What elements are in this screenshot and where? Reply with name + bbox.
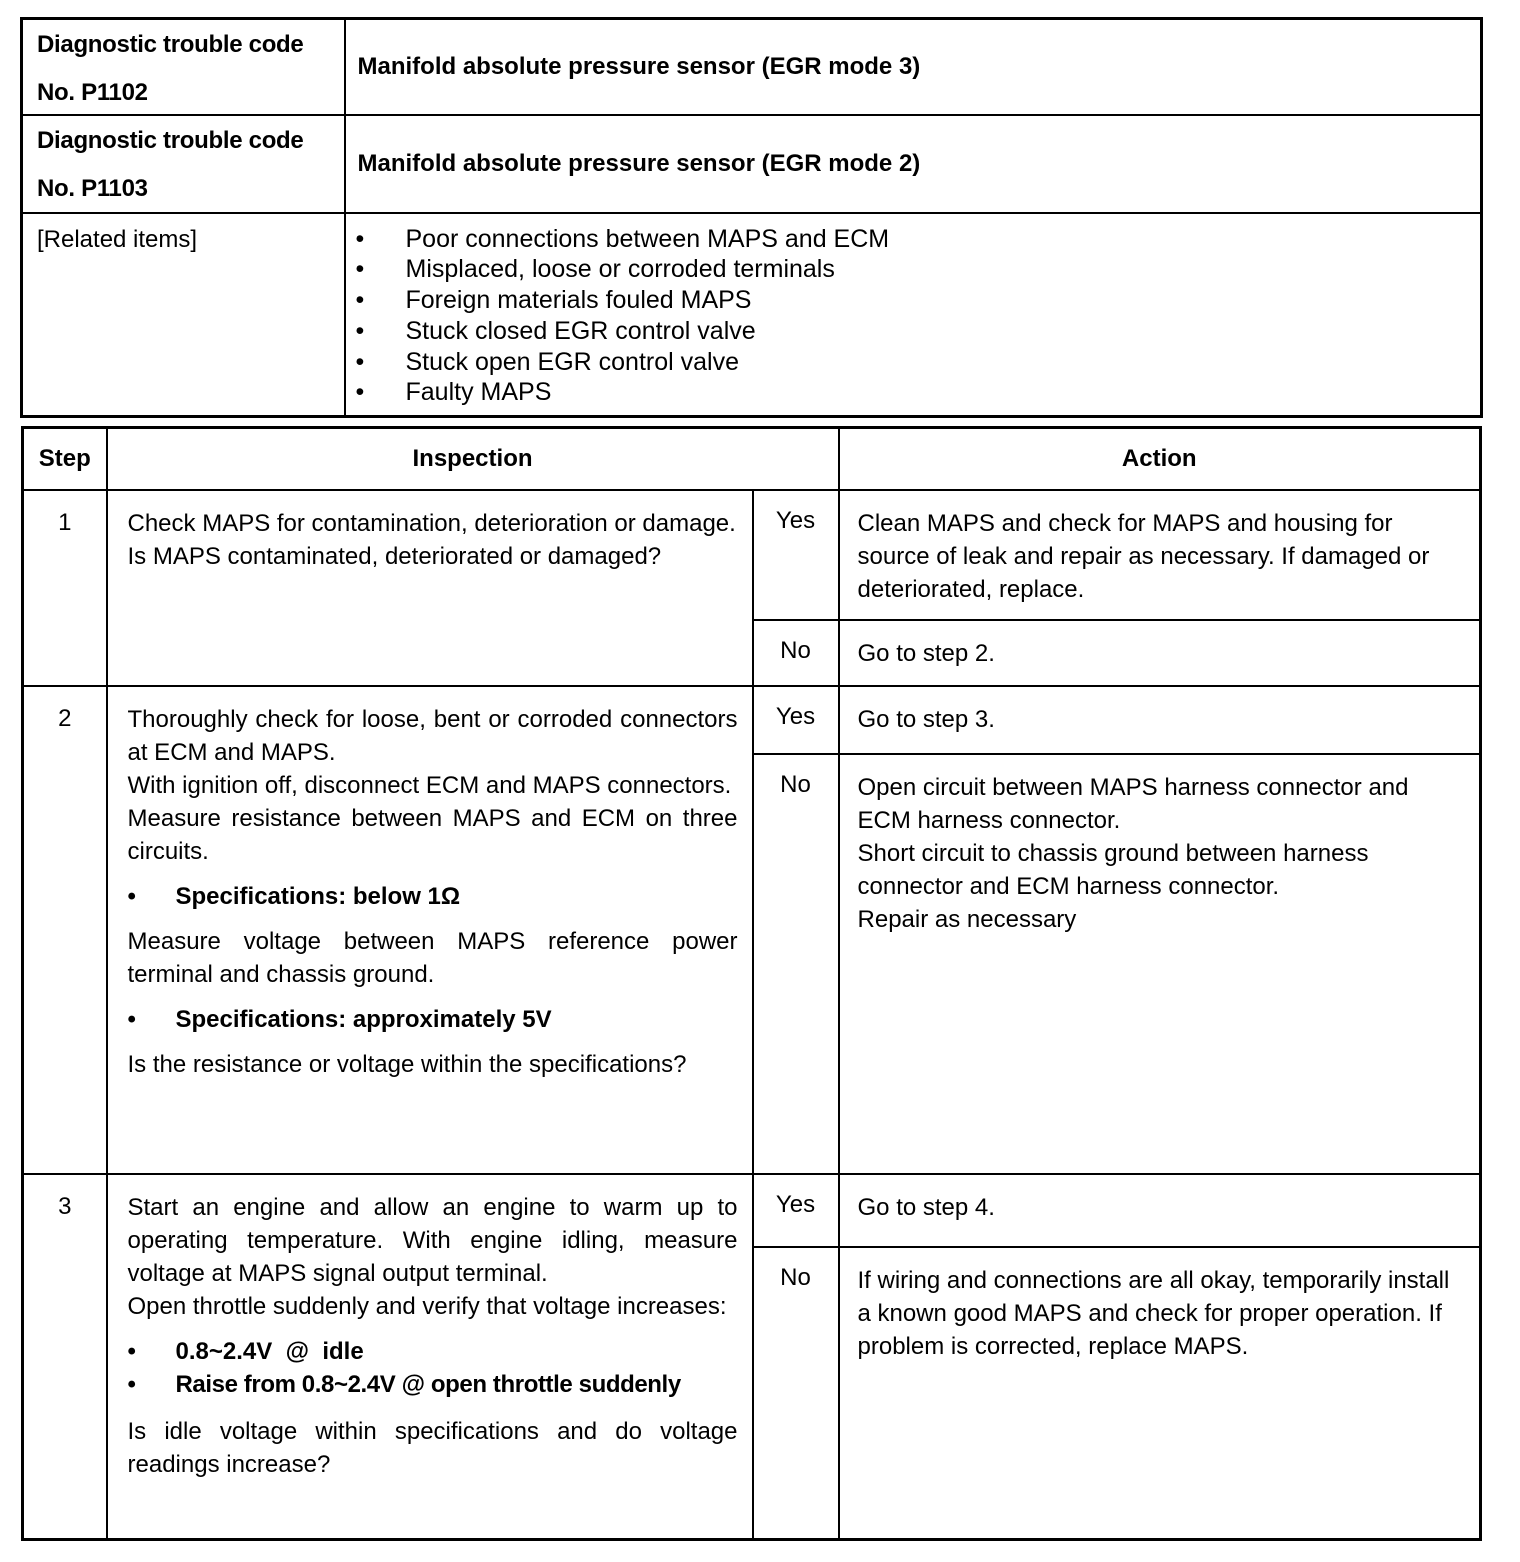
- bullet: •: [355, 316, 365, 345]
- list-item: • Stuck open EGR control valve: [355, 347, 739, 376]
- yes-label: Yes: [753, 490, 839, 620]
- inspection-text: Open throttle suddenly and verify that voltage increases:: [127, 1293, 727, 1320]
- inspection-text: Thoroughly check for loose, bent or corroded connectors at ECM and MAPS.: [127, 706, 738, 766]
- yes-action: Go to step 4.: [839, 1174, 1481, 1247]
- inspection-text: Measure voltage between MAPS reference power terminal and chassis ground.: [127, 928, 738, 988]
- specification-list: [128, 1335, 738, 1401]
- dtc-label: [22, 19, 345, 115]
- bullet: •: [355, 286, 365, 315]
- header-row: [23, 428, 1481, 491]
- dtc-code: No. P1102: [37, 79, 148, 106]
- yes-label: Yes: [753, 1174, 839, 1247]
- table-row: [23, 686, 1481, 754]
- list-item: • Poor connections between MAPS and ECM: [355, 224, 890, 253]
- dtc-description: Manifold absolute pressure sensor (EGR mode 2): [345, 115, 1482, 213]
- list-item: • Foreign materials fouled MAPS: [355, 286, 752, 315]
- dtc-row: [22, 115, 1482, 213]
- step-number: 1: [23, 490, 107, 686]
- related-items-label-cell: [22, 213, 345, 417]
- dtc-row: [22, 19, 1482, 115]
- yes-label: Yes: [753, 686, 839, 754]
- inspection-question: Is idle voltage within specifications and do voltage readings increase?: [127, 1418, 738, 1478]
- dtc-code: No. P1103: [37, 174, 148, 202]
- step-number: 3: [23, 1174, 107, 1539]
- step-number: 2: [23, 686, 107, 1174]
- related-items-cell: [345, 213, 1482, 417]
- specification: • 0.8~2.4V @ idle: [128, 1335, 738, 1368]
- yes-action: Go to step 3.: [839, 686, 1481, 754]
- no-label: No: [753, 620, 839, 686]
- specification: • Specifications: approximately 5V: [128, 1003, 738, 1036]
- inspection-text: Measure resistance between MAPS and ECM on three circuits.: [127, 805, 738, 865]
- inspection-question: Is MAPS contaminated, deteriorated or damaged?: [127, 543, 662, 570]
- no-label: No: [753, 1247, 839, 1539]
- specification: • Specifications: below 1Ω: [128, 880, 738, 913]
- bullet: •: [127, 1338, 136, 1365]
- step-header: Step: [23, 428, 107, 491]
- inspection-cell: [107, 1174, 753, 1539]
- bullet: •: [127, 883, 136, 910]
- dtc-label-line1: Diagnostic trouble code: [37, 31, 304, 58]
- related-items-list: [346, 214, 1481, 415]
- related-items-row: [22, 213, 1482, 417]
- bullet: •: [127, 1371, 136, 1398]
- inspection-text: Start an engine and allow an engine to warm up to operating temperature. With engine idling, measure voltage at MAPS signal output terminal.: [127, 1194, 738, 1287]
- specification: • Raise from 0.8~2.4V @ open throttle suddenly: [128, 1368, 738, 1401]
- bullet: •: [355, 378, 365, 407]
- no-action: If wiring and connections are all okay, temporarily install a known good MAPS and check for proper operation. If problem is corrected, replace MAPS.: [839, 1247, 1481, 1539]
- inspection-header: Inspection: [107, 428, 839, 491]
- dtc-label-line1: Diagnostic trouble code: [37, 126, 304, 154]
- table-row: [23, 490, 1481, 620]
- step-table: [21, 426, 1482, 1541]
- inspection-text: Check MAPS for contamination, deterioration or damage.: [127, 510, 736, 537]
- bullet: •: [355, 255, 365, 284]
- action-header: Action: [839, 428, 1481, 491]
- table-row: [23, 1174, 1481, 1247]
- bullet: •: [355, 347, 365, 376]
- inspection-text: With ignition off, disconnect ECM and MAPS connectors.: [127, 772, 732, 799]
- dtc-description: Manifold absolute pressure sensor (EGR mode 3): [345, 19, 1482, 115]
- no-action: Go to step 2.: [839, 620, 1481, 686]
- related-items-label: [Related items]: [37, 225, 198, 253]
- list-item: • Stuck closed EGR control valve: [355, 316, 756, 345]
- list-item: • Misplaced, loose or corroded terminals: [355, 255, 835, 284]
- bullet: •: [127, 1006, 136, 1033]
- yes-action: Clean MAPS and check for MAPS and housing for source of leak and repair as necessary. If damaged or deteriorated, replace.: [839, 490, 1481, 620]
- bullet: •: [355, 224, 365, 253]
- inspection-question: Is the resistance or voltage within the specifications?: [127, 1051, 687, 1078]
- dtc-table: [20, 17, 1483, 418]
- no-label: No: [753, 754, 839, 1174]
- list-item: • Faulty MAPS: [355, 378, 552, 407]
- inspection-cell: [107, 490, 753, 686]
- inspection-cell: [107, 686, 753, 1174]
- no-action: Open circuit between MAPS harness connector and ECM harness connector. Short circuit to chassis ground between harness connector and ECM harness connector. Repair as necessary: [839, 754, 1481, 1174]
- dtc-label: [22, 115, 345, 213]
